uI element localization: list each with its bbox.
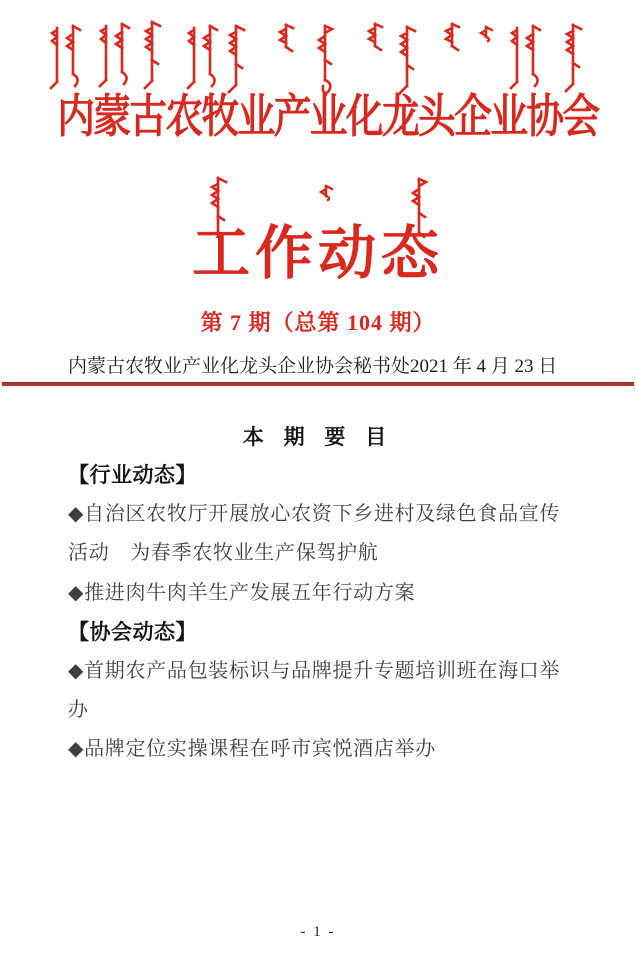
toc-list [68,456,574,770]
mongolian-script-banner-icon [0,8,636,104]
toc-item-continued: 活动 为春季农牧业生产保驾护航 [68,542,379,565]
masthead-title: 工作动态 [191,221,444,286]
publisher-name: 内蒙古农牧业产业化龙头企业协会秘书处 [68,356,411,377]
page-number: - 1 - [300,924,336,940]
toc-heading: 本 期 要 目 [242,426,394,449]
publish-date: 2021 年 4 月 23 日 [410,356,558,377]
association-title: 内蒙古农牧业产业化龙头企业协会 [57,91,599,142]
divider-rule [2,382,634,386]
toc-section-association: 【协会动态】 [68,620,197,644]
issue-number: 第 7 期（总第 104 期） [200,310,436,335]
toc-item: ◆自治区农牧厅开展放心农资下乡进村及绿色食品宣传 [68,503,561,526]
toc-item: ◆推进肉牛肉羊生产发展五年行动方案 [68,581,416,604]
publication-info-row [68,351,572,378]
toc-item: ◆品牌定位实操课程在呼市宾悦酒店举办 [68,738,436,761]
toc-item: ◆首期农产品包装标识与品牌提升专题培训班在海口举 [68,660,561,683]
toc-item-continued: 办 [68,699,89,722]
toc-section-industry: 【行业动态】 [68,464,197,487]
